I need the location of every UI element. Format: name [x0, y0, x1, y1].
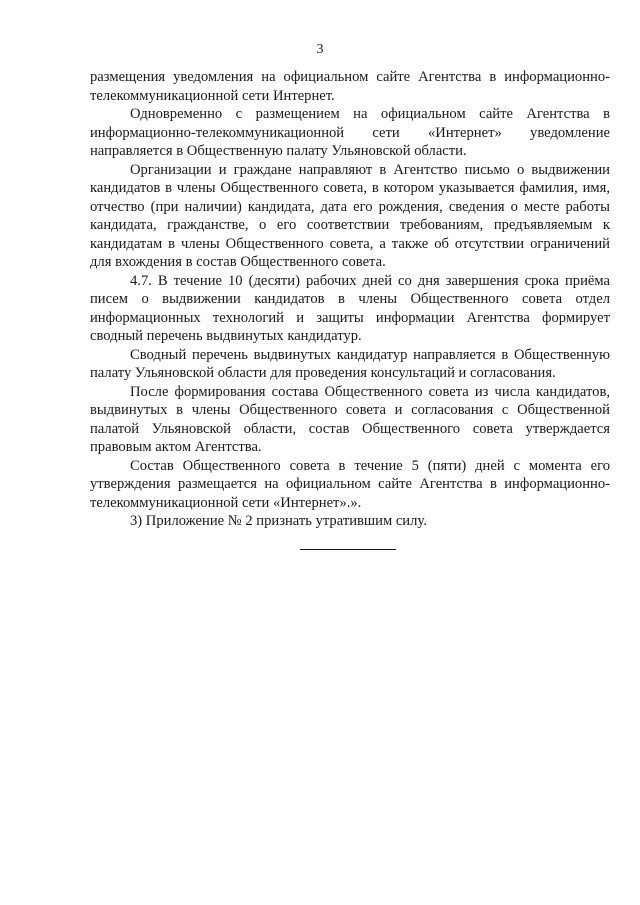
page-number: 3: [316, 42, 324, 57]
paragraph-consolidated-list: Сводный перечень выдвинутых кандидатур направляется в Общественную палату Ульяновской области для проведения консультаций и согласования.: [90, 346, 610, 381]
paragraph-appendix-repeal: 3) Приложение № 2 признать утратившим силу.: [130, 513, 427, 529]
paragraph-nomination-letter: Организации и граждане направляют в Агентство письмо о выдвижении кандидатов в члены Общественного совета, в котором указывается фамилия, имя, отчество (при наличии) кандидата, дата его рождения, сведения о месте работы кандидата, гражданстве, о его соответствии требованиям, предъявляемым к кандидатам в члены Общественного совета, а также об отсутствии ограничений для вхождения в состав Общественного совета.: [90, 161, 610, 270]
paragraph-continuation: размещения уведомления на официальном сайте Агентства в информационно-телекоммуникационной сети Интернет.: [90, 69, 610, 104]
paragraph-council-publication: Состав Общественного совета в течение 5 (пяти) дней с момента его утверждения размещается на официальном сайте Агентства в информационно-телекоммуникационной сети «Интернет».».: [90, 457, 610, 511]
paragraph-notification: Одновременно с размещением на официальном сайте Агентства в информационно-телекоммуникационной сети «Интернет» уведомление направляется в Общественную палату Ульяновской области.: [90, 106, 610, 159]
paragraph-council-formation: После формирования состава Общественного совета из числа кандидатов, выдвинутых в члены Общественного совета и согласования с Общественной палатой Ульяновской области, состав Общественного совета утверждается правовым актом Агентства.: [90, 383, 610, 455]
paragraph-clause-4-7: 4.7. В течение 10 (десяти) рабочих дней со дня завершения срока приёма писем о выдвижении кандидатов в члены Общественного совета отдел информационных технологий и защиты информации Агентства формирует сводный перечень выдвинутых кандидатур.: [90, 272, 610, 344]
document-body: [90, 68, 610, 531]
end-of-document-rule: [300, 549, 396, 550]
